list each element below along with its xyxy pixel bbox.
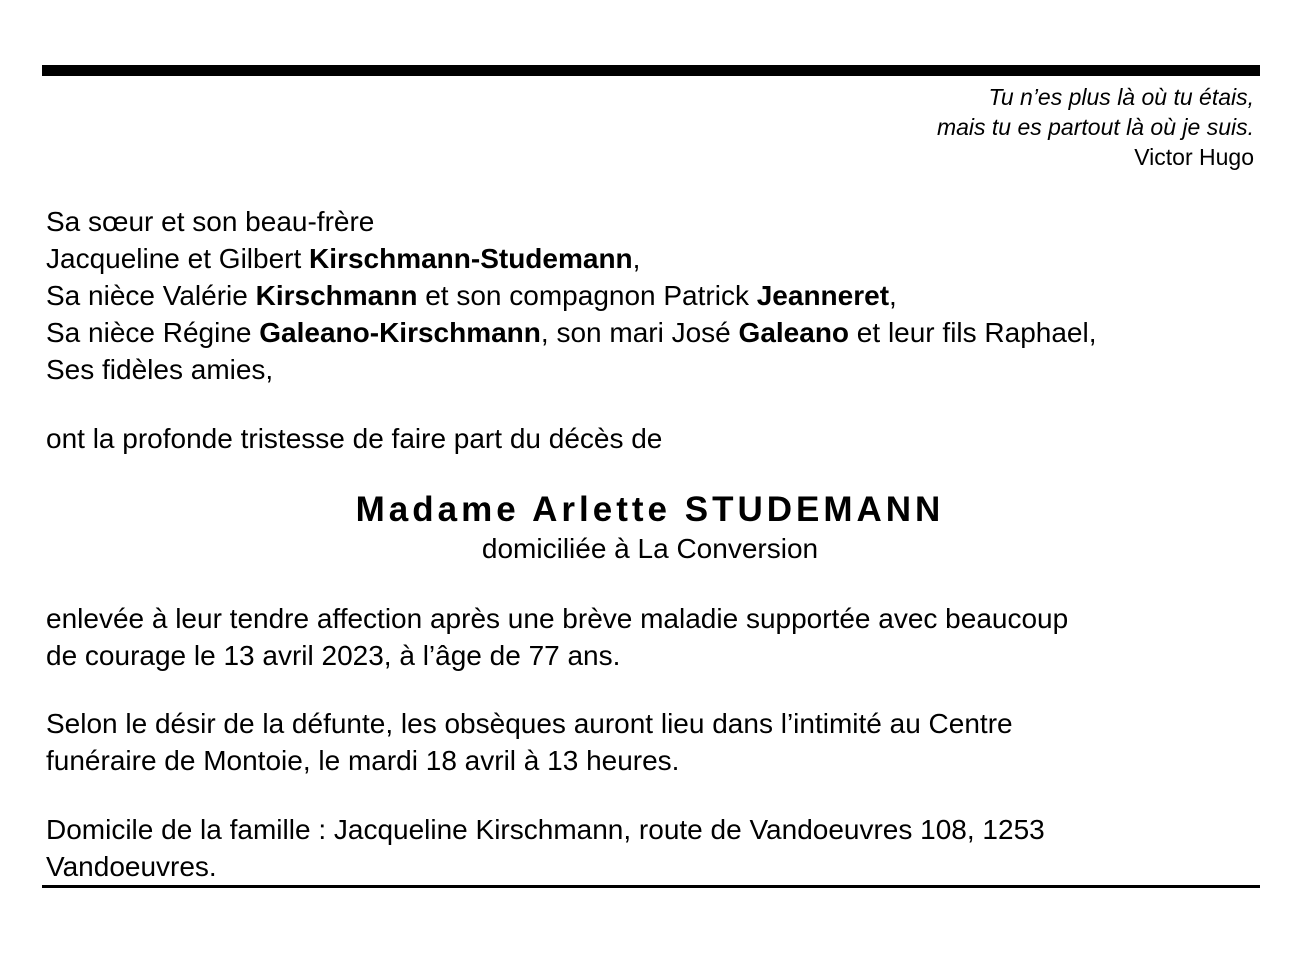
family-line-3-punct: , [889, 280, 897, 311]
family-list [46, 203, 1097, 388]
domicile-line-1: Domicile de la famille : Jacqueline Kirschmann, route de Vandoeuvres 108, 1253 [46, 814, 1045, 845]
funeral-line-1: Selon le désir de la défunte, les obsèques auront lieu dans l’intimité au Centre [46, 708, 1013, 739]
circumstances-line-2: de courage le 13 avril 2023, à l’âge de 77 ans. [46, 640, 621, 671]
family-line-2 [46, 240, 1097, 277]
deceased-residence: domiciliée à La Conversion [481, 533, 819, 564]
family-line-4-text-c: et leur fils Raphael, [849, 317, 1097, 348]
family-line-2-punct: , [632, 243, 641, 274]
family-line-4-text-a: Sa nièce Régine [46, 317, 260, 348]
deceased-name: Madame Arlette STUDEMANN [355, 490, 945, 529]
family-line-4-surname-a: Galeano-Kirschmann [259, 317, 541, 348]
epigraph-quote-line-1: Tu n’es plus là où tu étais, [988, 84, 1254, 110]
circumstances-paragraph [46, 600, 1068, 674]
domicile-line-2: Vandoeuvres. [46, 851, 217, 882]
epigraph-quote-line-2: mais tu es partout là où je suis. [936, 114, 1254, 140]
funeral-paragraph [46, 705, 1013, 779]
family-line-2-text: Jacqueline et Gilbert [46, 243, 310, 274]
family-line-3-surname-a: Kirschmann [255, 280, 418, 311]
family-line-4 [46, 314, 1097, 351]
announcement [46, 420, 662, 457]
top-rule [42, 65, 1260, 76]
family-line-3 [46, 277, 1097, 314]
family-line-3-surname-b: Jeanneret [756, 280, 890, 311]
epigraph [937, 82, 1254, 172]
deceased-block [0, 490, 1300, 567]
family-line-3-text-b: et son compagnon Patrick [417, 280, 757, 311]
announcement-text: ont la profonde tristesse de faire part du décès de [46, 423, 663, 454]
funeral-line-2: funéraire de Montoie, le mardi 18 avril à 13 heures. [46, 745, 680, 776]
circumstances-line-1: enlevée à leur tendre affection après une brève maladie supportée avec beaucoup [46, 603, 1069, 634]
family-line-3-text-a: Sa nièce Valérie [46, 280, 256, 311]
family-line-2-surname: Kirschmann-Studemann [309, 243, 633, 274]
epigraph-author: Victor Hugo [1134, 144, 1254, 170]
family-line-5: Ses fidèles amies, [46, 354, 274, 385]
family-line-1: Sa sœur et son beau-frère [46, 206, 375, 237]
family-line-4-text-b: , son mari José [540, 317, 739, 348]
domicile-paragraph [46, 811, 1045, 885]
family-line-4-surname-b: Galeano [738, 317, 850, 348]
bottom-rule [42, 885, 1260, 888]
